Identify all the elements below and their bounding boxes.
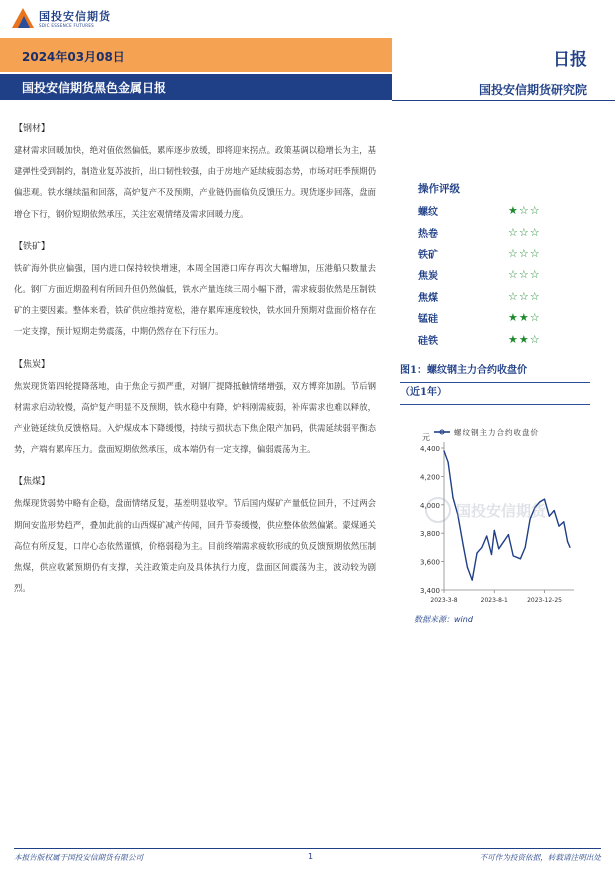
star-empty-icon: ☆	[529, 268, 541, 282]
logo-icon	[12, 8, 34, 30]
rating-row	[418, 307, 578, 328]
section-heading: 【焦炭】	[14, 359, 51, 370]
rating-panel	[418, 178, 578, 350]
y-axis-label: 元	[422, 433, 430, 442]
star-filled-icon: ★	[518, 332, 530, 346]
star-empty-icon: ☆	[529, 225, 541, 239]
rating-title: 操作评级	[418, 183, 460, 195]
rating-row	[418, 221, 578, 242]
logo-english: SDIC ESSENCE FUTURES	[39, 22, 95, 28]
star-empty-icon: ☆	[508, 289, 519, 303]
data-point	[569, 547, 570, 548]
star-empty-icon: ☆	[518, 268, 530, 282]
watermark-logo-icon	[425, 497, 451, 523]
rating-row	[418, 286, 578, 307]
section-body: 焦煤现货弱势中略有企稳，盘面情绪反复，基差明显收窄。节后国内煤矿产量低位回升，不过两会期间安监形势趋严，叠加此前的山西煤矿减产传闻，回升节奏缓慢，供应整体依然偏紧。蒙煤通关高位有所反复，口岸心态依然谨慎，价格弱稳为主。目前终端需求疲软形成的负反馈预期依然压制焦煤，供应收紧预期仍有支撑，关注政策走向及具体执行力度，盘面区间震荡为主，波动较为剧烈。	[14, 498, 376, 594]
data-point	[467, 567, 468, 568]
report-type: 日报	[553, 50, 587, 70]
rating-name: 锰硅	[418, 314, 438, 326]
section-heading: 【焦煤】	[14, 477, 51, 488]
data-point	[481, 547, 482, 548]
data-point	[554, 510, 555, 511]
star-filled-icon: ★	[508, 204, 519, 218]
figure-rule	[400, 404, 590, 405]
data-point	[503, 541, 504, 542]
x-tick-label: 2023-3-8	[430, 597, 458, 604]
department-name: 国投安信期货研究院	[478, 83, 587, 97]
data-point	[443, 450, 444, 451]
star-empty-icon: ☆	[529, 289, 541, 303]
rating-name: 焦炭	[418, 271, 438, 283]
star-empty-icon: ☆	[508, 246, 519, 260]
logo-name: 国投安信期货	[39, 9, 111, 23]
rating-row	[418, 328, 578, 349]
y-tick-label: 3,400	[419, 587, 440, 595]
page-number: 1	[308, 852, 314, 861]
watermark	[425, 497, 546, 523]
star-empty-icon: ☆	[529, 246, 541, 260]
data-point	[563, 521, 564, 522]
figure-title: 图1：螺纹钢主力合约收盘价	[400, 365, 527, 376]
company-logo	[12, 8, 111, 30]
data-point	[448, 462, 449, 463]
data-point	[549, 516, 550, 517]
x-tick-label: 2023-8-1	[480, 597, 508, 604]
section-steel	[14, 118, 376, 225]
rating-row	[418, 243, 578, 264]
y-tick-label: 3,600	[419, 558, 440, 567]
star-empty-icon: ☆	[518, 225, 530, 239]
legend-label: 螺纹钢主力合约收盘价	[454, 428, 539, 437]
star-empty-icon: ☆	[518, 246, 530, 260]
rating-name: 焦煤	[418, 292, 438, 304]
footer-disclaimer: 不可作为投资依据，转载请注明出处	[479, 853, 601, 862]
star-filled-icon: ★	[508, 332, 519, 346]
data-point	[463, 547, 464, 548]
rating-stars	[508, 204, 541, 217]
footer-rule	[14, 848, 601, 849]
star-filled-icon: ★	[518, 311, 530, 325]
data-point	[498, 548, 499, 549]
rating-name: 螺纹	[418, 207, 438, 219]
data-point	[476, 552, 477, 553]
star-empty-icon: ☆	[518, 289, 530, 303]
data-point	[508, 534, 509, 535]
section-body: 铁矿海外供应偏强，国内进口保持较快增速，本周全国港口库存再次大幅增加，压港船只数量去化。钢厂方面近期盈利有所回升但仍然偏低，铁水产量连续三周小幅下滑，需求疲弱依然是压制铁矿的主要因素。整体来看，铁矿供应维持宽松，港存累库速度较快，铁水回升预期对盘面价格存在一定支撑，预计短期走势震荡，中期仍然存在下行压力。	[14, 262, 376, 337]
rating-stars	[508, 311, 541, 324]
rating-stars	[508, 290, 541, 303]
rating-stars	[508, 226, 541, 239]
data-point	[525, 547, 526, 548]
star-empty-icon: ☆	[529, 332, 541, 346]
rating-stars	[508, 247, 541, 260]
data-source: 数据来源：wind	[414, 615, 473, 624]
y-tick-label: 3,800	[419, 530, 440, 539]
data-point	[491, 554, 492, 555]
report-title: 国投安信期货黑色金属日报	[22, 81, 167, 95]
star-empty-icon: ☆	[529, 204, 541, 218]
section-coking-coal	[14, 471, 376, 599]
star-filled-icon: ★	[508, 311, 519, 325]
section-body: 建材需求回暖加快，绝对值依然偏低，累库逐步放缓，即将迎来拐点。政策基调以稳增长为主，基建弹性受到制约，制造业复苏波折，出口韧性较强，由于房地产延续疲弱态势，市场对旺季预期仍偏悲观。铁水继续温和回落，高炉复产不及预期，产业链仍面临负反馈压力。现货逐步回落，盘面增仓下行，钢价短期依然承压，关注宏观情绪及需求回暖力度。	[14, 145, 376, 219]
rating-stars	[508, 268, 541, 281]
data-point	[558, 526, 559, 527]
rating-stars	[508, 333, 541, 346]
header-rule	[392, 100, 615, 101]
rating-name: 硅铁	[418, 335, 438, 347]
y-tick-label: 4,000	[419, 501, 440, 510]
report-date: 2024年03月08日	[22, 50, 125, 64]
y-tick-label: 4,200	[419, 473, 440, 482]
rating-row	[418, 264, 578, 285]
star-empty-icon: ☆	[518, 204, 530, 218]
watermark-text: 国投安信期货	[456, 501, 547, 520]
rating-name: 热卷	[418, 228, 438, 240]
section-iron-ore	[14, 236, 376, 343]
data-point	[520, 558, 521, 559]
commentary	[14, 118, 376, 599]
figure-subtitle: （近1年）	[400, 387, 447, 398]
data-point	[513, 555, 514, 556]
star-empty-icon: ☆	[529, 311, 541, 325]
footer-copyright: 本报告版权属于国投安信期货有限公司	[14, 853, 144, 862]
star-empty-icon: ☆	[508, 268, 519, 282]
section-coke	[14, 354, 376, 461]
data-point	[567, 541, 568, 542]
data-point	[472, 579, 473, 580]
star-empty-icon: ☆	[508, 225, 519, 239]
section-heading: 【铁矿】	[14, 241, 51, 252]
data-point	[486, 535, 487, 536]
x-tick-label: 2023-12-25	[527, 597, 562, 604]
rating-row	[418, 200, 578, 221]
section-heading: 【钢材】	[14, 124, 51, 134]
y-tick-label: 4,400	[419, 445, 440, 453]
rating-name: 铁矿	[418, 249, 438, 261]
data-point	[494, 530, 495, 531]
section-body: 焦炭现货第四轮提降落地，由于焦企亏损严重，对钢厂提降抵触情绪增强，双方博弈加剧。节后钢材需求启动较慢，高炉复产明显不及预期，铁水稳中有降，炉料刚需疲弱，补库需求也难以释放，产业链延续负反馈格局。入炉煤成本下降缓慢，持续亏损状态下焦企限产加码，供需延续弱平衡态势，产端有累库压力。盘面短期依然承压，成本端仍有一定支撑，偏弱震荡为主。	[14, 380, 376, 455]
